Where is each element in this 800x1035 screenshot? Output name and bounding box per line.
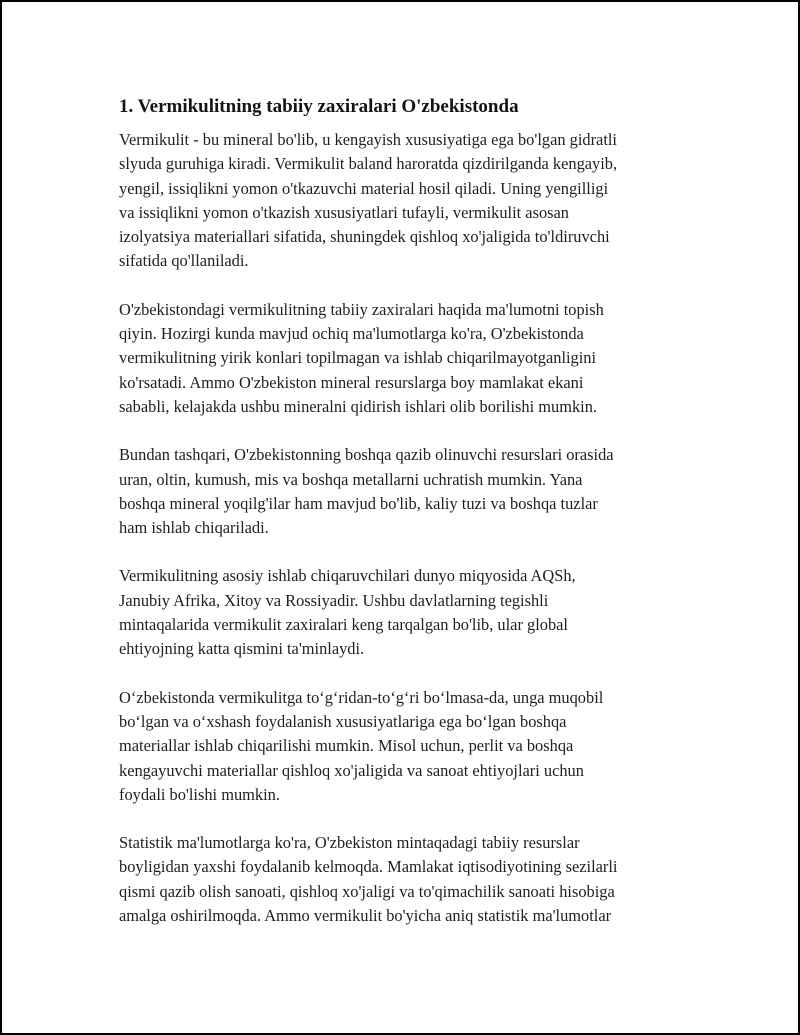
paragraph xyxy=(119,443,689,540)
text-line: ham ishlab chiqariladi. xyxy=(119,518,269,538)
text-line: sababli, kelajakda ushbu mineralni qidirish ishlari olib borilishi mumkin. xyxy=(119,396,597,416)
text-line: ehtiyojning katta qismini ta'minlaydi. xyxy=(119,639,365,659)
text-line: mintaqalarida vermikulit zaxiralari keng tarqalgan bo'lib, ular global xyxy=(119,615,568,635)
text-line: ko'rsatadi. Ammo O'zbekiston mineral resurslarga boy mamlakat ekani xyxy=(119,372,584,392)
text-line: materiallar ishlab chiqarilishi mumkin. Misol uchun, perlit va boshqa xyxy=(119,736,574,756)
text-line: O‘zbekistonda vermikulitga to‘g‘ridan-to‘g‘ri bo‘lmasa-da, unga muqobil xyxy=(119,687,604,707)
text-line: vermikulitning yirik konlari topilmagan va ishlab chiqarilmayotganligini xyxy=(119,348,597,368)
text-line: qiyin. Hozirgi kunda mavjud ochiq ma'lumotlarga ko'ra, O'zbekistonda xyxy=(119,324,584,344)
text-line: boshqa mineral yoqilg'ilar ham mavjud bo'lib, kaliy tuzi va boshqa tuzlar xyxy=(119,493,598,513)
text-line: uran, oltin, kumush, mis va boshqa metallarni uchratish mumkin. Yana xyxy=(119,469,583,489)
text-line: bo‘lgan va o‘xshash foydalanish xususiyatlariga ega bo‘lgan boshqa xyxy=(119,711,567,731)
text-line: kengayuvchi materiallar qishloq xo'jaligida va sanoat ehtiyojlari uchun xyxy=(119,760,584,780)
text-line: Vermikulit - bu mineral bo'lib, u kengayish xususiyatiga ega bo'lgan gidratli xyxy=(119,130,617,149)
text-line: yengil, issiqlikni yomon o'tkazuvchi material hosil qiladi. Uning yengilligi xyxy=(119,178,609,198)
text-line: qismi qazib olish sanoati, qishloq xo'jaligi va to'qimachilik sanoati hisobiga xyxy=(119,881,615,901)
text-line: boyligidan yaxshi foydalanib kelmoqda. Mamlakat iqtisodiyotining sezilarli xyxy=(119,857,618,877)
text-line: Bundan tashqari, O'zbekistonning boshqa qazib olinuvchi resurslari orasida xyxy=(119,445,614,465)
paragraph xyxy=(119,686,689,807)
text-line: Janubiy Afrika, Xitoy va Rossiyadir. Ushbu davlatlarning tegishli xyxy=(119,590,549,610)
paragraph xyxy=(119,564,689,661)
text-line: O'zbekistondagi vermikulitning tabiiy zaxiralari haqida ma'lumotni topish xyxy=(119,299,604,319)
paragraph xyxy=(119,831,689,928)
text-line: sifatida qo'llaniladi. xyxy=(119,251,249,271)
text-line: slyuda guruhiga kiradi. Vermikulit baland haroratda qizdirilganda kengayib, xyxy=(119,154,618,174)
paragraph xyxy=(119,128,689,274)
text-line: va issiqlikni yomon o'tkazish xususiyatlari tufayli, vermikulit asosan xyxy=(119,202,569,222)
text-line: Statistik ma'lumotlarga ko'ra, O'zbekiston mintaqadagi tabiiy resurslar xyxy=(119,833,580,853)
text-line: foydali bo'lishi mumkin. xyxy=(119,784,280,804)
document-title: 1. Vermikulitning tabiiy zaxiralari O'zbekistonda xyxy=(119,96,519,117)
document-body xyxy=(119,94,689,952)
text-line: amalga oshirilmoqda. Ammo vermikulit bo'yicha aniq statistik ma'lumotlar xyxy=(119,906,612,926)
text-line: izolyatsiya materiallari sifatida, shuningdek qishloq xo'jaligida to'ldiruvchi xyxy=(119,227,610,247)
paragraph xyxy=(119,298,689,419)
text-line: Vermikulitning asosiy ishlab chiqaruvchilari dunyo miqyosida AQSh, xyxy=(119,566,576,586)
